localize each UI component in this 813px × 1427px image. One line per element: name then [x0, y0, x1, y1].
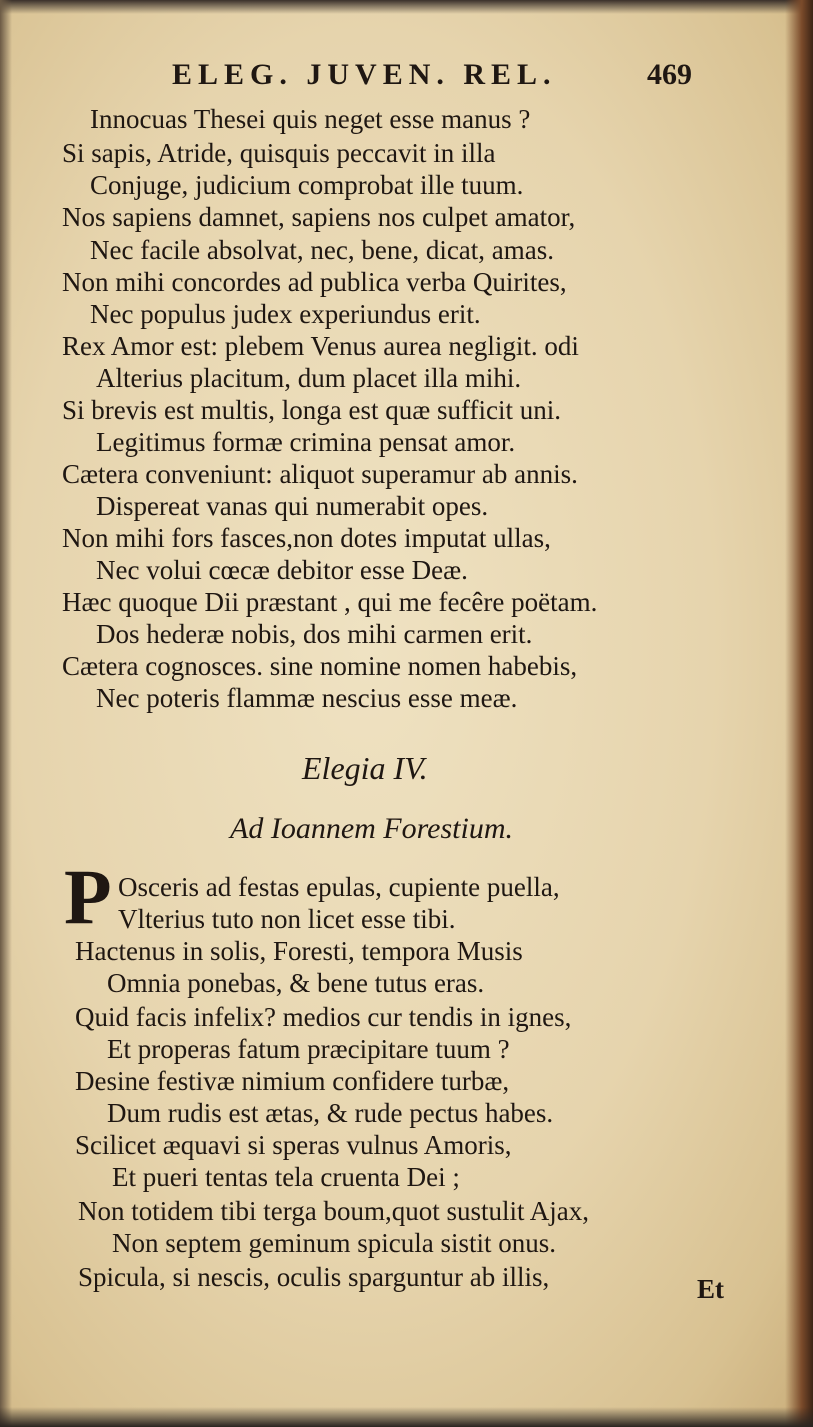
verse-line: Osceris ad festas epulas, cupiente puella,: [118, 872, 560, 902]
left-page-edge: [0, 0, 12, 1427]
verse-line: Et properas fatum præcipitare tuum ?: [107, 1034, 510, 1064]
verse-line: Et pueri tentas tela cruenta Dei ;: [112, 1162, 460, 1192]
page-header: [172, 58, 692, 98]
verse-line: Non mihi fors fasces,non dotes imputat ullas,: [62, 523, 551, 553]
verse-line: Scilicet æquavi si speras vulnus Amoris,: [75, 1130, 512, 1160]
verse-line: Non mihi concordes ad publica verba Quirites,: [62, 267, 567, 297]
verse-line: Si sapis, Atride, quisquis peccavit in illa: [62, 138, 496, 168]
verse-line: Cætera conveniunt: aliquot superamur ab annis.: [62, 459, 578, 489]
verse-line: Dos hederæ nobis, dos mihi carmen erit.: [96, 619, 533, 649]
verse-line: Hæc quoque Dii præstant , qui me fecêre poëtam.: [62, 587, 598, 617]
verse-line: Dum rudis est ætas, & rude pectus habes.: [107, 1098, 554, 1128]
verse-line: Non totidem tibi terga boum,quot sustulit Ajax,: [78, 1196, 589, 1226]
verse-line: Quid facis infelix? medios cur tendis in ignes,: [75, 1002, 572, 1032]
verse-line: Hactenus in solis, Foresti, tempora Musis: [75, 936, 523, 966]
verse-line: Innocuas Thesei quis neget esse manus ?: [90, 104, 531, 134]
verse-line: Nec poteris flammæ nescius esse meæ.: [96, 683, 518, 713]
verse-line: Cætera cognosces. sine nomine nomen habebis,: [62, 651, 578, 681]
verse-line: Rex Amor est: plebem Venus aurea negligit. odi: [62, 331, 579, 361]
verse-line: Spicula, si nescis, oculis sparguntur ab illis,: [78, 1262, 550, 1292]
elegy-subtitle: Ad Ioannem Forestium.: [230, 812, 514, 845]
catchword: Et: [697, 1274, 724, 1304]
verse-line: Nec facile absolvat, nec, bene, dicat, amas.: [90, 235, 555, 265]
verse-line: Nos sapiens damnet, sapiens nos culpet amator,: [62, 202, 576, 232]
top-shadow: [0, 0, 813, 14]
verse-line: Vlterius tuto non licet esse tibi.: [118, 904, 456, 934]
elegy-title: Elegia IV.: [302, 750, 428, 786]
right-binding-edge: [785, 0, 813, 1427]
bottom-shadow: [0, 1407, 813, 1427]
drop-cap: P: [64, 853, 112, 940]
verse-line: Conjuge, judicium comprobat ille tuum.: [90, 170, 524, 200]
verse-line: Desine festivæ nimium confidere turbæ,: [75, 1066, 510, 1096]
verse-line: Nec populus judex experiundus erit.: [90, 299, 481, 329]
verse-line: Dispereat vanas qui numerabit opes.: [96, 491, 489, 521]
running-head: ELEG. JUVEN. REL.: [172, 58, 557, 91]
page-number: 469: [647, 58, 692, 91]
verse-line: Si brevis est multis, longa est quæ sufficit uni.: [62, 395, 561, 425]
verse-line: Legitimus formæ crimina pensat amor.: [96, 427, 516, 457]
verse-line: Alterius placitum, dum placet illa mihi.: [96, 363, 522, 393]
verse-line: Non septem geminum spicula sistit onus.: [112, 1228, 556, 1258]
verse-line: Nec volui cœcæ debitor esse Deæ.: [96, 555, 468, 585]
verse-line: Omnia ponebas, & bene tutus eras.: [107, 968, 485, 998]
